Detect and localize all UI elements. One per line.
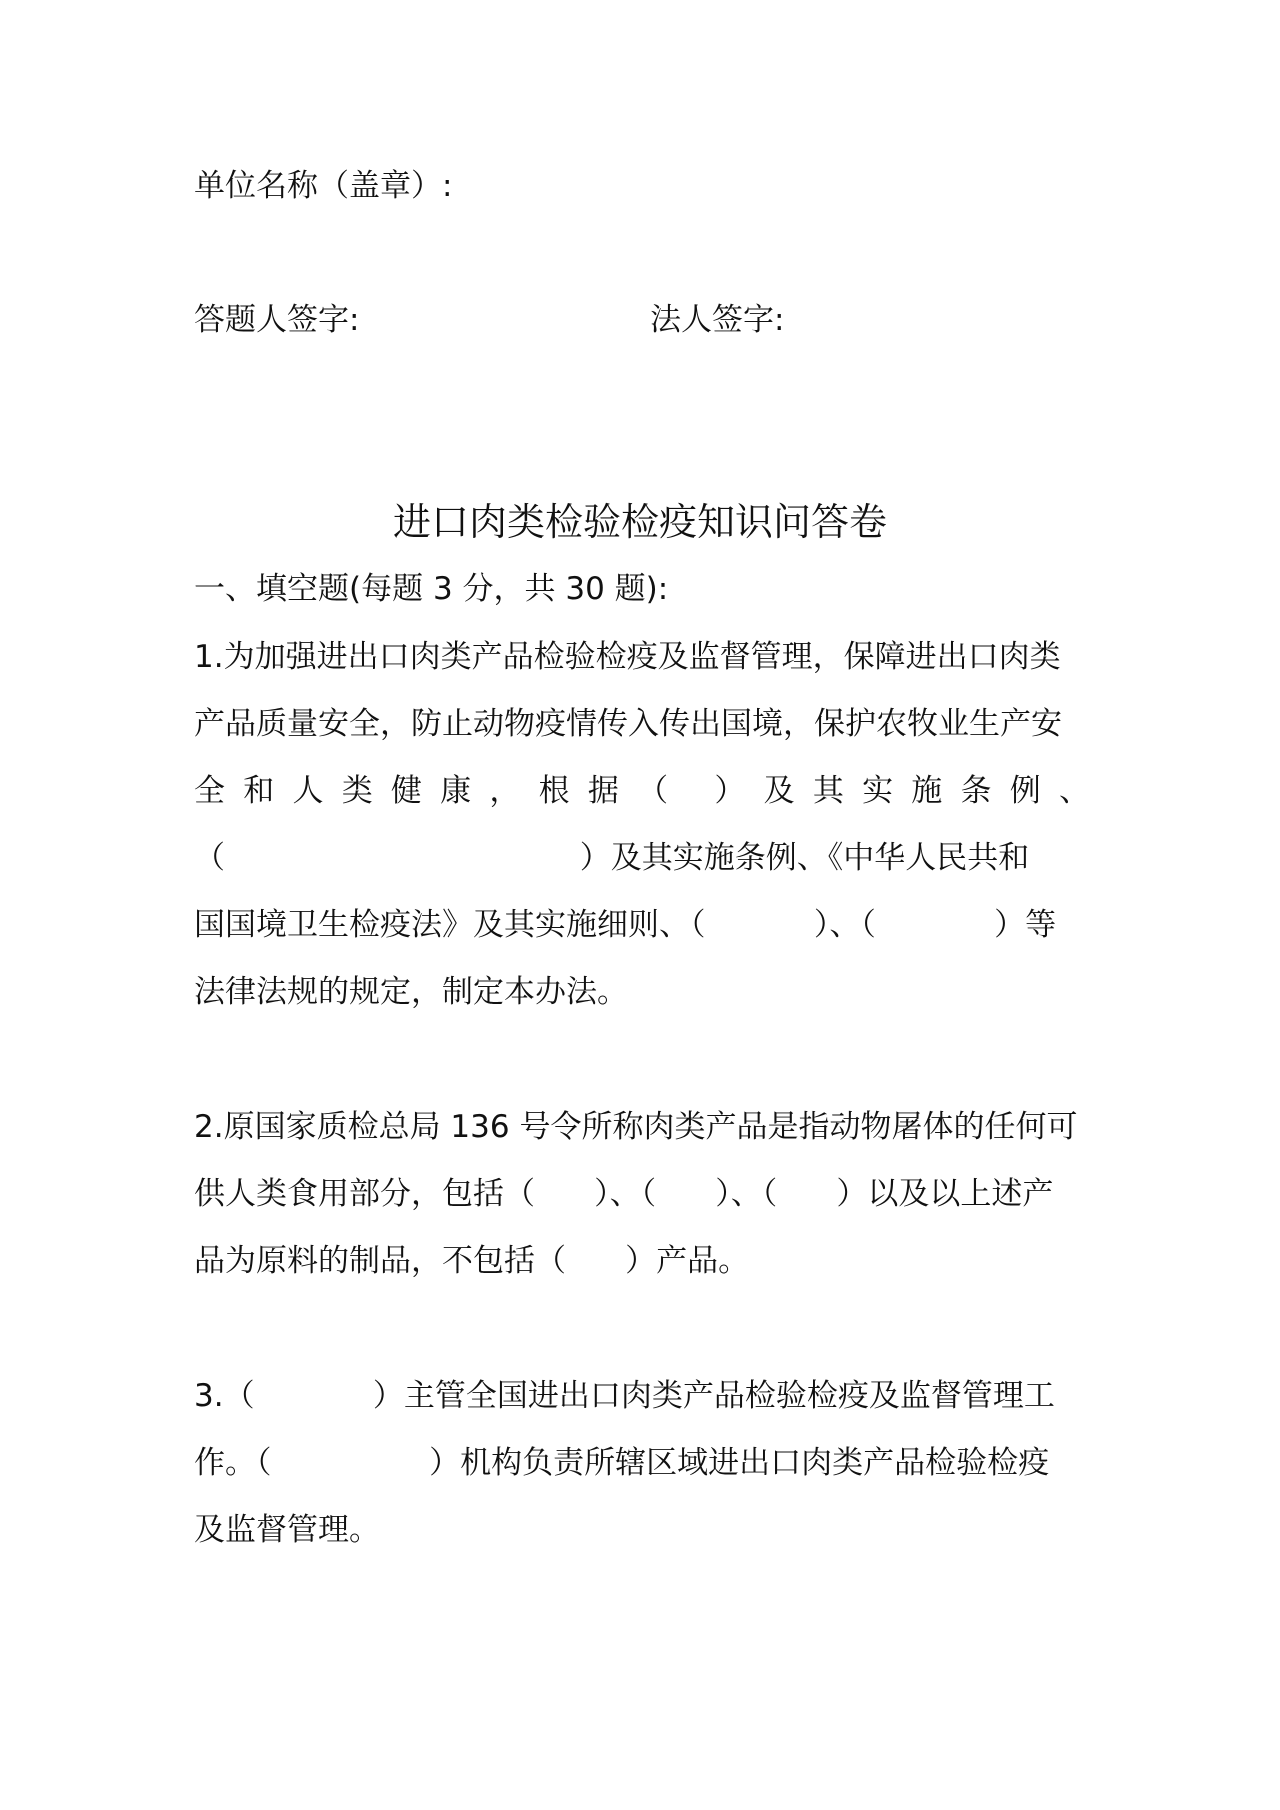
respondent-signature-label: 答题人签字: [194, 302, 360, 338]
question-1-line-1: 1.为加强进出口肉类产品检验检疫及监督管理，保障进出口肉类 [194, 639, 1061, 675]
question-1-line-6: 法律法规的规定，制定本办法。 [194, 974, 628, 1010]
question-1-line-4: （ ）及其实施条例、《中华人民共和 [194, 840, 1030, 876]
question-3-line-3: 及监督管理。 [194, 1512, 380, 1548]
question-1-line-2: 产品质量安全，防止动物疫情传入传出国境，保护农牧业生产安 [194, 706, 1062, 742]
unit-name-label: 单位名称（盖章）: [194, 168, 453, 204]
question-1-line-3: 全和人类健康，根据（ ）及其实施条例、 [194, 773, 1090, 809]
question-3-line-2: 作。（ ）机构负责所辖区域进出口肉类产品检验检疫 [194, 1445, 1050, 1481]
question-3-line-1: 3.（ ）主管全国进出口肉类产品检验检疫及监督管理工 [194, 1378, 1055, 1414]
question-2-line-2: 供人类食用部分，包括（ ）、（ ）、（ ）以及以上述产 [194, 1176, 1054, 1212]
page-title: 进口肉类检验检疫知识问答卷 [392, 500, 887, 544]
question-1-line-5: 国国境卫生检疫法》及其实施细则、（ ）、（ ）等 [194, 907, 1057, 943]
legal-signature-label: 法人签字: [650, 302, 785, 338]
section-heading: 一、填空题(每题 3 分，共 30 题): [194, 571, 669, 607]
question-2-line-1: 2.原国家质检总局 136 号令所称肉类产品是指动物屠体的任何可 [194, 1109, 1078, 1145]
question-2-line-3: 品为原料的制品，不包括（ ）产品。 [194, 1243, 750, 1279]
